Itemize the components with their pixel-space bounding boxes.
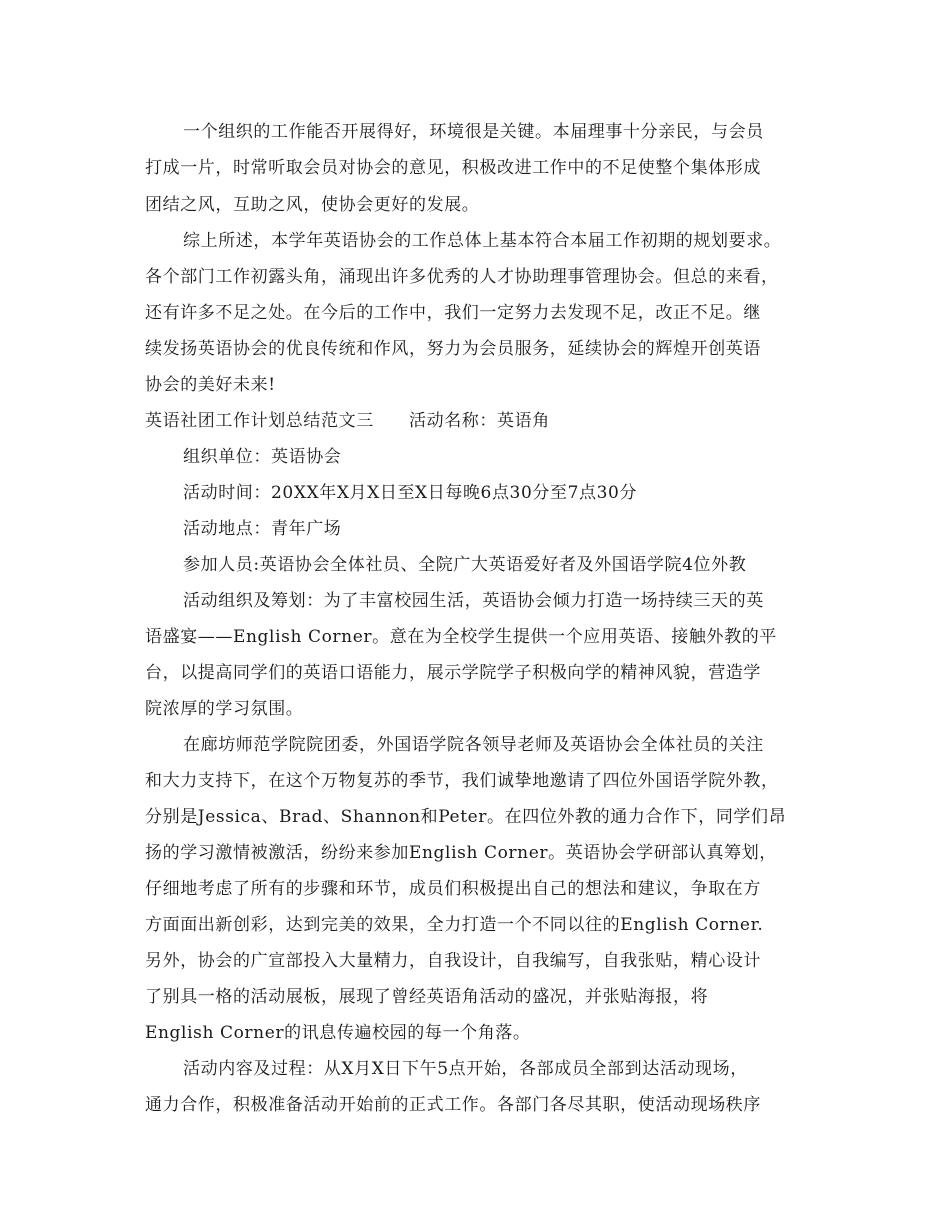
text-line: 一个组织的工作能否开展得好，环境很是关键。本届理事十分亲民，与会员 [183,122,764,142]
text-line: 活动内容及过程：从X月X日下午5点开始，各部成员全部到达活动现场， [183,1059,748,1079]
text-line: English Corner的讯息传遍校园的每一个角落。 [145,1023,531,1043]
text-line: 参加人员:英语协会全体社员、全院广大英语爱好者及外国语学院4位外教 [183,555,747,575]
text-line: 在廊坊师范学院院团委，外国语学院各领导老师及英语协会全体社员的关注 [183,735,764,755]
text-line: 和大力支持下，在这个万物复苏的季节，我们诚挚地邀请了四位外国语学院外教， [145,771,779,791]
text-line: 活动时间：20XX年X月X日至X日每晚6点30分至7点30分 [183,483,638,503]
text-line: 扬的学习激情被激活，纷纷来参加English Corner。英语协会学研部认真筹划， [145,843,777,863]
section-heading: 英语社团工作计划总结范文三 活动名称：英语角 [145,411,550,431]
text-line: 仔细地考虑了所有的步骤和环节，成员们积极提出自己的想法和建议，争取在方 [145,879,761,899]
text-line: 团结之风，互助之风，使协会更好的发展。 [145,195,480,215]
text-line: 语盛宴——English Corner。意在为全校学生提供一个应用英语、接触外教的平 [145,627,777,647]
text-line: 另外，协会的广宣部投入大量精力，自我设计，自我编写，自我张贴，精心设计 [145,951,761,971]
text-line: 续发扬英语协会的优良传统和作风，努力为会员服务，延续协会的辉煌开创英语 [145,339,761,359]
text-line: 活动地点：青年广场 [183,519,342,539]
text-line: 协会的美好未来! [145,375,276,395]
text-line: 活动组织及筹划：为了丰富校园生活，英语协会倾力打造一场持续三天的英 [183,591,764,611]
text-line: 综上所述，本学年英语协会的工作总体上基本符合本届工作初期的规划要求。 [183,231,782,251]
text-line: 了别具一格的活动展板，展现了曾经英语角活动的盛况，并张贴海报，将 [145,987,709,1007]
text-line: 分别是Jessica、Brad、Shannon和Peter。在四位外教的通力合作下，同学们昂 [145,807,787,827]
text-line: 打成一片，时常听取会员对协会的意见，积极改进工作中的不足使整个集体形成 [145,158,761,178]
text-line: 组织单位：英语协会 [183,447,342,467]
text-line: 台，以提高同学们的英语口语能力，展示学院学子积极向学的精神风貌，营造学 [145,663,761,683]
text-line: 各个部门工作初露头角，涌现出许多优秀的人才协助理事管理协会。但总的来看， [145,267,779,287]
text-line: 通力合作，积极准备活动开始前的正式工作。各部门各尽其职，使活动现场秩序 [145,1095,761,1115]
text-line: 院浓厚的学习氛围。 [145,699,304,719]
text-line: 还有许多不足之处。在今后的工作中，我们一定努力去发现不足，改正不足。继 [145,303,761,323]
text-line: 方面面出新创彩，达到完美的效果，全力打造一个不同以往的English Corner. [145,915,764,935]
